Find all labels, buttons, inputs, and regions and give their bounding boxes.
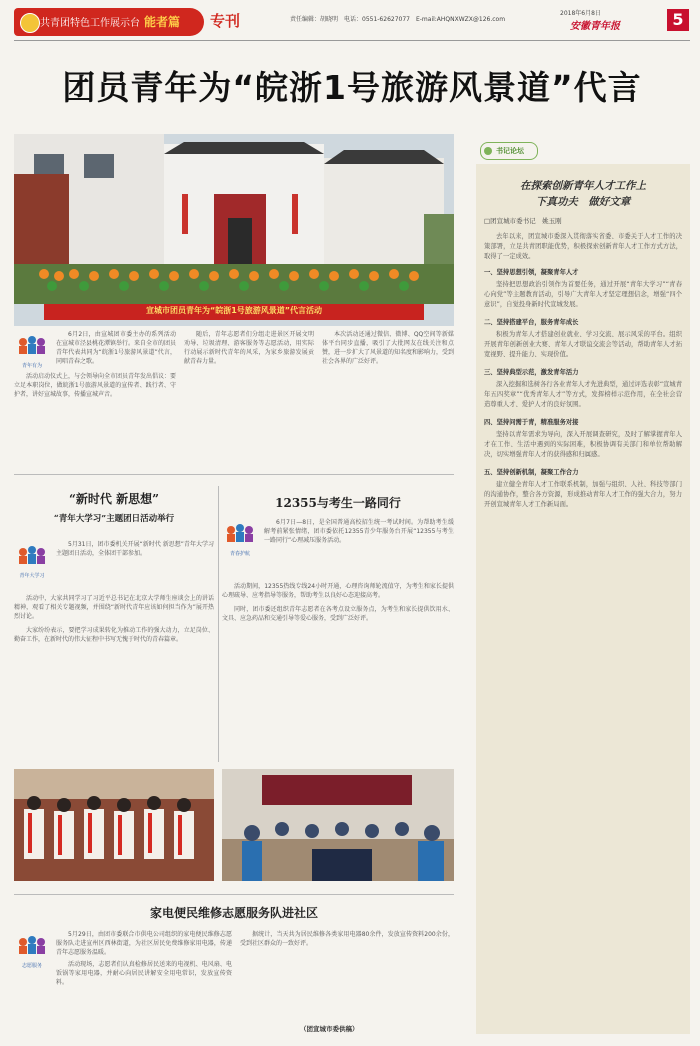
repair-para-3: 据统计，当天共为居民维修各类家用电器80余件，发放宣传资料200余份，受到社区群众的一致好评。 <box>240 931 454 947</box>
repair-badge <box>14 934 50 969</box>
youth-figures-icon <box>14 334 50 362</box>
repair-para-1: 5月29日，由团市委联合市供电公司组织的家电便民维修志愿服务队走进宣州区西林街道，为社区居民免费维修家用电器，传递青年志愿服务温暖。 <box>56 931 232 956</box>
sidebar-section-2-body: 积极为青年人才搭建创业就业、学习交流、展示风采的平台。组织开展青年创新创业大赛、青年人才联谊交流会等活动，帮助青年人才拓宽视野、提升能力、实现价值。 <box>484 331 682 358</box>
column-ribbon <box>14 8 204 36</box>
page-headline: 团员青年为“皖浙1号旅游风景道”代言 <box>62 68 642 107</box>
repair-col-1 <box>56 930 232 1030</box>
study-col-1b <box>14 594 214 760</box>
repair-divider <box>14 894 454 895</box>
sidebar-intro: 去年以来，团宣城市委深入贯彻落实省委、市委关于人才工作的决策部署，立足共青团职能优势，积极探索创新青年人才工作方式方法，取得了一定成效。 <box>484 233 682 260</box>
lead-col-3 <box>322 330 454 470</box>
editor-contact: 责任编辑：胡晓明 电话：0551-62627077 E-mail:AHQNXWZX@126.com <box>290 16 506 23</box>
main-photo <box>14 134 454 326</box>
repair-credit: （团宣城市委供稿） <box>300 1025 359 1033</box>
volunteers-photo <box>14 769 214 881</box>
exam-para-2: 活动期间，12355热线专线24小时开通，心理咨询师轮流值守，为考生和家长提供心理疏导、应考指导等服务，帮助考生以良好心态迎接高考。 <box>222 583 454 599</box>
lead-col-1b <box>14 366 176 470</box>
lead-para-3: 随后，青年志愿者们分组走进景区开展文明劝导、垃圾清理、游客服务等志愿活动，用实际行动展示新时代青年的风采，为家乡旅游发展贡献青春力量。 <box>184 331 314 365</box>
column-ribbon-emphasis: 能者篇 <box>144 15 181 29</box>
study-badge <box>14 544 50 579</box>
exam-title: 12355与考生一路同行 <box>275 496 401 510</box>
column-ribbon-text: 共青团特色工作展示台 <box>40 18 140 29</box>
lead-para-1: 6月2日，由宣城团市委主办的系列活动在宣城市泾县桃花潭镇举行。来自全市的团员青年代表共同为“皖浙1号旅游风景道”代言，同唱青春之歌。 <box>56 331 176 365</box>
exam-para-1: 6月7日—8日，是全国普通高校招生统一考试时间。为帮助考生缓解考前紧张情绪，团市委依托12355青少年服务台开展“12355与考生一路同行”心理减压服务活动。 <box>264 519 454 544</box>
lead-para-2: 活动启动仪式上，与会领导向全市团员青年发出倡议：要立足本职岗位，做皖浙1号旅游风景道的宣传者、践行者、守护者，讲好宣城故事，传播宣城声音。 <box>14 373 176 398</box>
sidebar-title <box>476 178 690 210</box>
sidebar-section-3-body: 深入挖掘和选树各行各业青年人才先进典型，通过评选表彰“宣城青年五四奖章”“优秀青年人才”等方式，发挥榜样示范作用，在全社会营造尊重人才、爱护人才的良好氛围。 <box>484 381 682 408</box>
sidebar-body <box>484 232 682 1027</box>
forum-tag: 书记论坛 <box>496 147 524 155</box>
volunteers-photo-illustration <box>14 769 214 881</box>
column-divider <box>218 486 219 762</box>
exam-badge <box>222 522 258 557</box>
lead-divider <box>14 474 454 475</box>
repair-figures-icon <box>14 934 50 962</box>
lead-col-2 <box>184 330 314 470</box>
study-subtitle: “青年大学习”主题团日活动举行 <box>53 514 175 524</box>
main-photo-illustration <box>14 134 454 326</box>
repair-para-2: 活动现场，志愿者们认真检修居民送来的电视机、电风扇、电饭锅等家用电器，并耐心向居民讲解安全用电常识，发放宣传资料。 <box>56 961 232 986</box>
repair-col-2 <box>240 930 454 1022</box>
study-col-1a <box>56 540 214 590</box>
study-figures-icon <box>14 544 50 572</box>
newspaper-name: 安徽青年报 <box>570 21 620 32</box>
sidebar-section-4-heading: 四、坚持问需于青，精准服务对接 <box>484 419 579 426</box>
league-emblem-icon <box>20 13 40 33</box>
exam-para-3: 同时，团市委还组织青年志愿者在各考点设立服务点，为考生和家长提供饮用水、文具、应急药品和交通引导等爱心服务，受到广泛好评。 <box>222 606 454 622</box>
sidebar-section-1-heading: 一、坚持思想引领，凝聚青年人才 <box>484 269 579 276</box>
issue-date: 2018年6月8日 <box>560 10 601 17</box>
consultation-photo-illustration <box>222 769 454 881</box>
exam-col-b <box>222 582 454 762</box>
study-para-3: 大家纷纷表示，要把学习成果转化为推动工作的强大动力，立足岗位、勤奋工作，在新时代的伟大征程中书写无愧于时代的青春篇章。 <box>14 627 214 643</box>
sidebar-section-3-heading: 三、坚持典型示范，激发青年活力 <box>484 369 579 376</box>
study-badge-label: 青年大学习 <box>19 573 45 579</box>
sidebar-title-line-1: 在探索创新青年人才工作上 <box>520 180 646 192</box>
study-para-2: 活动中，大家共同学习了习近平总书记在北京大学师生座谈会上的讲话精神，观看了相关专题视频，并围绕“新时代青年应该如何担当作为”展开热烈讨论。 <box>14 595 214 620</box>
exam-figures-icon <box>222 522 258 550</box>
repair-badge-label: 志愿服务 <box>21 963 42 969</box>
repair-title: 家电便民维修志愿服务队进社区 <box>149 906 318 920</box>
masthead-rule <box>14 40 690 41</box>
sidebar-section-2-heading: 二、坚持搭建平台，服务青年成长 <box>484 319 579 326</box>
sidebar-author: □团宣城市委书记 姚玉刚 <box>484 217 562 225</box>
page-number: 5 <box>667 9 689 31</box>
exam-col-a <box>264 518 454 578</box>
sidebar-section-1-body: 坚持把思想政治引领作为首要任务，通过开展“青年大学习”“青春心向党”等主题教育活动，引导广大青年人才坚定理想信念，增强“四个意识”，自觉投身新时代宣城发展。 <box>484 281 682 308</box>
main-photo-banner: 宣城市团员青年为“皖浙1号旅游风景道”代言活动 <box>145 306 323 315</box>
forum-leaf-icon <box>484 147 492 155</box>
exam-badge-label: 青春护航 <box>229 551 250 557</box>
lead-badge <box>14 334 50 369</box>
sidebar-section-5-heading: 五、坚持创新机制，凝聚工作合力 <box>484 469 579 476</box>
special-issue-tag: 专刊 <box>210 12 241 30</box>
consultation-photo <box>222 769 454 881</box>
sidebar-title-line-2: 下真功夫 做好文章 <box>535 196 631 208</box>
sidebar-section-4-body: 坚持以青年需求为导向，深入开展调查研究，及时了解掌握青年人才在工作、生活中遇到的实际困难，积极协调有关部门和单位帮助解决，切实增强青年人才的获得感和归属感。 <box>484 431 682 458</box>
sidebar-section-5-body: 建立健全青年人才工作联系机制，加强与组织、人社、科技等部门的沟通协作，整合各方资源，形成推动青年人才工作的强大合力，努力开创宣城青年人才工作新局面。 <box>484 481 682 508</box>
lead-badge-label: 青年有为 <box>21 363 42 369</box>
lead-para-4: 本次活动还通过微信、微博、QQ空间等新媒体平台同步直播，吸引了大批网友在线关注和点赞，进一步扩大了风景道的知名度和影响力，受到社会各界的广泛好评。 <box>322 331 454 365</box>
study-para-1: 5月31日，团市委机关开展“新时代 新思想”青年大学习主题团日活动，全体团干部参加。 <box>56 541 214 557</box>
study-title: “新时代 新思想” <box>69 492 159 506</box>
